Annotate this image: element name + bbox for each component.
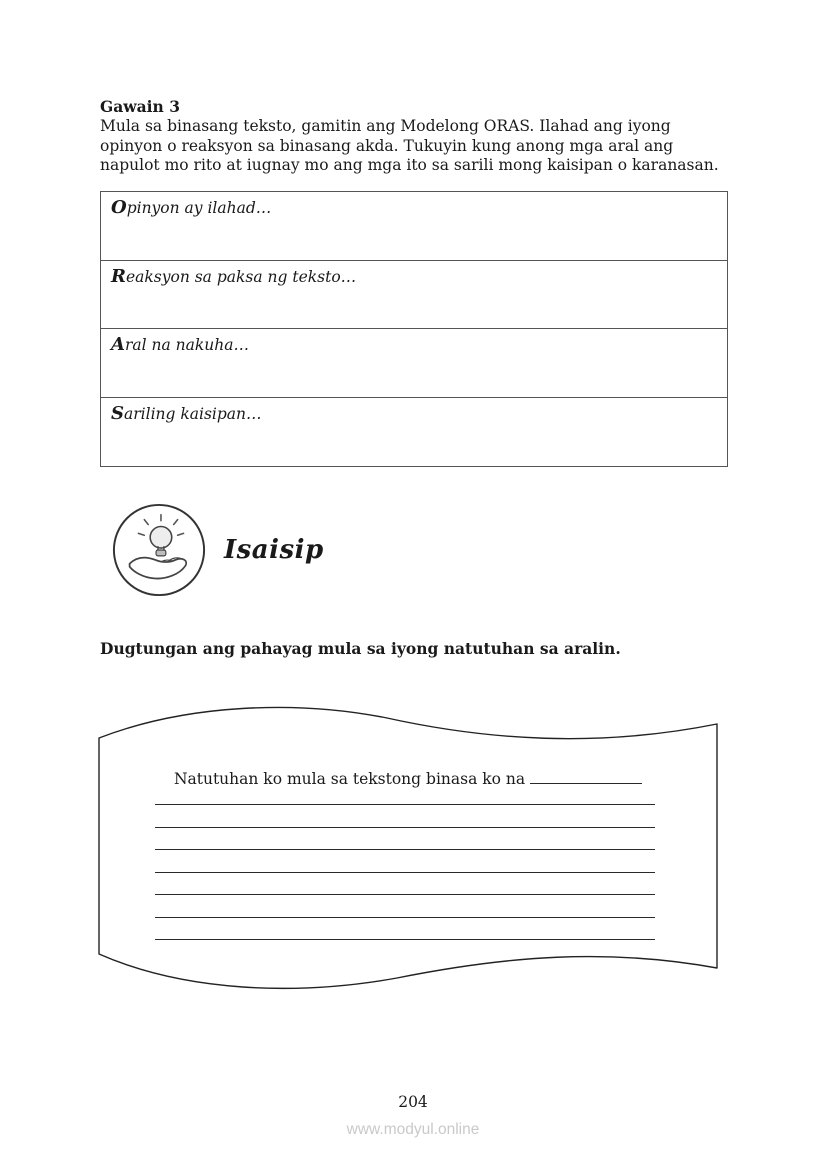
oras-table [100,191,728,467]
activity-instructions: Mula sa binasang teksto, gamitin ang Modelong ORAS. Ilahad ang iyong opinyon o reaksyon sa binasang akda. Tukuyin kung anong mga aral ang napulot mo rito at iugnay mo ang mga ito sa sarili mong kaisipan o karanasan. [100,117,719,174]
sentence-starter [97,770,719,788]
ruled-line [155,872,655,873]
ruled-lines [155,804,655,940]
ruled-line [155,804,655,805]
oras-row-label: ariling kaisipan… [124,404,262,423]
activity-title: Gawain 3 [100,97,181,116]
ruled-line [155,894,655,895]
oras-row-initial-letter: A [111,334,125,355]
watermark-url: www.modyul.online [346,1121,480,1138]
page-number: 204 [398,1093,428,1111]
oras-row-label: eaksyon sa paksa ng teksto… [125,267,357,286]
ruled-line [155,849,655,850]
oras-row-initial-letter: S [111,402,124,424]
oras-row-initial-letter: O [111,197,127,218]
oras-table-row [101,398,727,467]
answer-banner [97,700,719,995]
oras-row-initial-letter: R [111,265,126,287]
hand-holding-lightbulb-icon [110,501,208,599]
section-heading-isaisip: Isaisip [224,535,324,565]
ruled-line [155,827,655,828]
oras-row-label: ral na nakuha… [124,336,249,354]
sentence-starter-text: Natutuhan ko mula sa tekstong binasa ko na [173,770,531,788]
oras-table-row [101,329,727,398]
isaisip-prompt: Dugtungan ang pahayag mula sa iyong natutuhan sa aralin. [100,639,621,658]
oras-row-label: pinyon ay ilahad… [126,199,272,217]
oras-table-row [101,261,727,330]
ruled-line [155,917,655,918]
oras-table-row [101,192,727,261]
fill-in-blank [530,770,642,784]
ruled-line [155,939,655,940]
